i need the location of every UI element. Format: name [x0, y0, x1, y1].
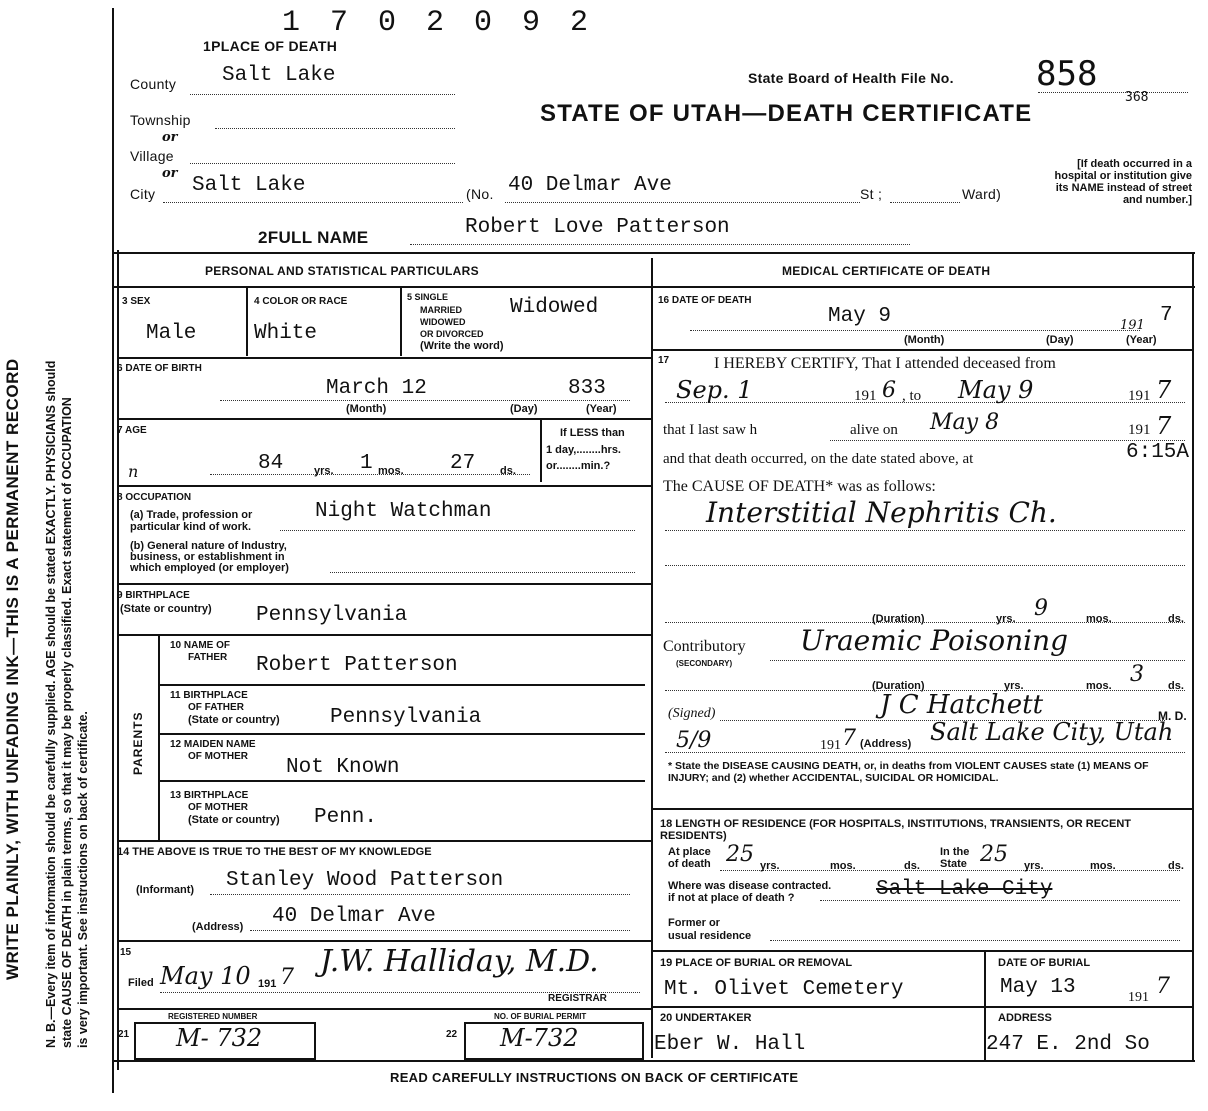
secondary-label: (SECONDARY)	[676, 659, 733, 668]
residence-place-yrs: 25	[726, 842, 754, 867]
certify-text: I HEREBY CERTIFY, That I attended deceased from	[714, 355, 1056, 372]
attended-to: May 9	[958, 376, 1034, 404]
instructions-line-1: N. B.—Every item of information should be carefully supplied. AGE should be stated EXACTLY. PHYSICIANS should	[44, 360, 58, 1048]
item-21: 21	[118, 1029, 130, 1040]
undertaker-address-label: ADDRESS	[998, 1012, 1052, 1024]
from-year-pre: 191	[854, 388, 877, 404]
dod-year-cap: (Year)	[1126, 334, 1157, 346]
contributory-value: Uraemic Poisoning	[800, 624, 1069, 657]
dod-value: May 9	[828, 305, 892, 328]
father-label-2: FATHER	[188, 652, 228, 663]
father-bp-value: Pennsylvania	[330, 706, 482, 729]
dob-month-cap: (Month)	[346, 403, 387, 415]
contracted-label-1: Where was disease contracted.	[668, 880, 832, 892]
medical-header: MEDICAL CERTIFICATE OF DEATH	[782, 264, 991, 278]
father-bp-label-3: (State or country)	[188, 714, 280, 726]
residence-label: 18 LENGTH OF RESIDENCE (FOR HOSPITALS, INSTITUTIONS, TRANSIENTS, OR RECENT RESIDENTS)	[660, 818, 1131, 842]
city-label: City	[130, 186, 156, 202]
township-label: Township	[130, 112, 191, 128]
occupation-a-2: particular kind of work.	[130, 521, 252, 533]
center-divider	[651, 258, 653, 1058]
age-months: 1	[360, 452, 373, 475]
burial-date-value: May 13	[1000, 976, 1076, 999]
informant-address-value: 40 Delmar Ave	[272, 905, 436, 928]
left-border	[112, 8, 114, 1093]
former-residence-label-1: Former or	[668, 917, 720, 929]
signed-year-pre: 191	[820, 738, 841, 753]
dod-label: 16 DATE OF DEATH	[658, 295, 752, 306]
filed-year-pre: 191	[258, 978, 277, 990]
filed-label: Filed	[128, 977, 154, 989]
residence-state-yrs: 25	[980, 842, 1008, 867]
res-place-mos-label: mos.	[830, 860, 856, 872]
duration-ds-label: ds.	[1168, 613, 1184, 625]
marital-value: Widowed	[510, 296, 599, 319]
dob-monthday: March 12	[326, 377, 427, 400]
alive-on-label: alive on	[850, 422, 898, 438]
dod-month-cap: (Month)	[904, 334, 945, 346]
permit-value: M-732	[500, 1024, 579, 1052]
certificate-number: 1 7 0 2 0 9 2	[282, 6, 595, 40]
filed-date: May 10	[160, 962, 251, 990]
last-year: 7	[1156, 412, 1172, 440]
father-value: Robert Patterson	[256, 654, 458, 677]
marital-label-4: OR DIVORCED	[420, 329, 484, 339]
occupation-value: Night Watchman	[315, 500, 492, 523]
birthplace-value: Pennsylvania	[256, 604, 408, 627]
physician-signature: J C Hatchett	[880, 690, 1044, 720]
city-value: Salt Lake	[192, 174, 306, 197]
file-no-value: 858	[1036, 54, 1098, 94]
dod-year: 7	[1160, 304, 1173, 327]
age-mos-label: mos.	[378, 465, 404, 477]
occupation-b-2: business, or establishment in	[130, 551, 285, 563]
at-place-label-2: of death	[668, 858, 711, 870]
age-years: 84	[258, 452, 284, 475]
ward-label: Ward)	[962, 186, 1002, 202]
st-label: St ;	[860, 186, 883, 202]
age-ds-label: ds.	[500, 465, 516, 477]
cause-footnote: * State the DISEASE CAUSING DEATH, or, in deaths from VIOLENT CAUSES state (1) MEANS OF INJURY; and (2) whether ACCIDENTAL, SUICIDAL OR HOMICIDAL.	[668, 760, 1149, 784]
color-value: White	[254, 322, 318, 345]
mother-bp-value: Penn.	[314, 806, 378, 829]
in-state-label-1: In the	[940, 846, 970, 858]
occupation-b-3: which employed (or employer)	[130, 562, 289, 574]
less-than-1: If LESS than	[560, 427, 625, 439]
dob-year-cap: (Year)	[586, 403, 617, 415]
res-state-mos-label: mos.	[1090, 860, 1116, 872]
signed-label: (Signed)	[668, 706, 716, 721]
registrar-label: REGISTRAR	[548, 993, 607, 1004]
reg-no-label: REGISTERED NUMBER	[168, 1012, 258, 1021]
duration-yrs: 9	[1034, 596, 1048, 621]
street-no-label: (No.	[466, 186, 494, 202]
county-value: Salt Lake	[222, 64, 336, 87]
physician-address-label: (Address)	[860, 738, 912, 750]
undertaker-address-value: 247 E. 2nd So	[986, 1033, 1150, 1056]
burial-year: 7	[1156, 974, 1170, 999]
duration2-mos: 3	[1130, 662, 1144, 687]
certificate-title: STATE OF UTAH—DEATH CERTIFICATE	[540, 100, 1033, 127]
res-state-yrs-label: yrs.	[1024, 860, 1044, 872]
informant-address-label: (Address)	[192, 921, 244, 933]
reg-no-value: M- 732	[176, 1024, 263, 1052]
permit-label: NO. OF BURIAL PERMIT	[494, 1012, 587, 1021]
mother-value: Not Known	[286, 756, 400, 779]
marital-label-1: 5 SINGLE	[407, 292, 449, 302]
registrar-signature: J.W. Halliday, M.D.	[320, 944, 599, 979]
dob-year: 833	[568, 377, 606, 400]
duration2-yrs-label: yrs.	[1004, 680, 1024, 692]
or-1: or	[162, 130, 178, 145]
last-saw-date: May 8	[930, 410, 1000, 435]
dod-year-pre: 191	[1120, 318, 1145, 333]
birthplace-sub: (State or country)	[120, 603, 212, 615]
duration-label: (Duration)	[872, 613, 925, 625]
marital-label-5: (Write the word)	[420, 340, 504, 352]
duration2-mos-label: mos.	[1086, 680, 1112, 692]
hospital-note: [If death occurred in a hospital or institution give its NAME instead of street and number.]	[1054, 158, 1192, 206]
footer-instructions: READ CAREFULLY INSTRUCTIONS ON BACK OF CERTIFICATE	[390, 1070, 799, 1085]
birthplace-label: 9 BIRTHPLACE	[117, 590, 190, 601]
last-year-pre: 191	[1128, 422, 1151, 438]
true-statement-label: 14 THE ABOVE IS TRUE TO THE BEST OF MY KNOWLEDGE	[117, 846, 432, 858]
full-name-value: Robert Love Patterson	[465, 216, 730, 239]
county-label: County	[130, 76, 177, 92]
duration2-label: (Duration)	[872, 680, 925, 692]
md-label: M. D.	[1158, 709, 1187, 723]
informant-label: (Informant)	[136, 884, 195, 896]
in-state-label-2: State	[940, 858, 967, 870]
personal-header: PERSONAL AND STATISTICAL PARTICULARS	[205, 264, 479, 278]
undertaker-value: Eber W. Hall	[654, 1033, 806, 1056]
parents-label: PARENTS	[131, 711, 145, 775]
age-yrs-label: yrs.	[314, 465, 334, 477]
permanent-record-notice: WRITE PLAINLY, WITH UNFADING INK—THIS IS A PERMANENT RECORD	[3, 358, 22, 980]
marital-label-2: MARRIED	[420, 305, 462, 315]
village-label: Village	[130, 148, 174, 164]
instructions-line-3: is very important. See instructions on back of certificate.	[76, 711, 90, 1048]
attended-from: Sep. 1	[676, 376, 753, 404]
duration2-ds-label: ds.	[1168, 680, 1184, 692]
burial-place-value: Mt. Olivet Cemetery	[664, 978, 904, 1001]
mother-label-2: OF MOTHER	[188, 751, 248, 762]
father-label-1: 10 NAME OF	[170, 640, 231, 651]
sex-value: Male	[146, 322, 197, 345]
from-year: 6	[882, 378, 896, 403]
res-place-yrs-label: yrs.	[760, 860, 780, 872]
occupation-a-1: (a) Trade, profession or	[130, 509, 253, 521]
dob-label: 6 DATE OF BIRTH	[117, 363, 202, 374]
contracted-label-2: if not at place of death ?	[668, 892, 795, 904]
item-17: 17	[658, 355, 670, 366]
less-than-3: or........min.?	[546, 460, 611, 472]
mother-label-1: 12 MAIDEN NAME	[170, 739, 256, 750]
burial-year-pre: 191	[1128, 990, 1149, 1005]
to-year: 7	[1156, 376, 1172, 404]
burial-date-label: DATE OF BURIAL	[998, 957, 1091, 969]
duration-mos-label: mos.	[1086, 613, 1112, 625]
marital-label-3: WIDOWED	[420, 317, 466, 327]
age-days: 27	[450, 452, 476, 475]
full-name-label: 2FULL NAME	[258, 228, 369, 247]
signed-year: 7	[842, 726, 856, 751]
occurred-label: and that death occurred, on the date stated above, at	[663, 451, 974, 467]
father-bp-label-1: 11 BIRTHPLACE	[170, 690, 248, 701]
father-bp-label-2: OF FATHER	[188, 702, 244, 713]
dod-day-cap: (Day)	[1046, 334, 1074, 346]
burial-place-label: 19 PLACE OF BURIAL OR REMOVAL	[660, 957, 853, 969]
cause-value: Interstitial Nephritis Ch.	[706, 496, 1057, 529]
age-mark: n	[128, 462, 139, 481]
place-of-death-label: 1PLACE OF DEATH	[203, 38, 338, 54]
age-label: 7 AGE	[117, 425, 147, 436]
to-year-pre: 191	[1128, 388, 1151, 404]
undertaker-label: 20 UNDERTAKER	[660, 1012, 752, 1024]
item-22: 22	[446, 1029, 458, 1040]
time-of-death: 6:15A	[1126, 441, 1190, 464]
sex-label: 3 SEX	[122, 296, 151, 307]
cause-label: The CAUSE OF DEATH* was as follows:	[663, 478, 936, 495]
at-place-label-1: At place	[668, 846, 711, 858]
signed-date: 5/9	[676, 728, 712, 753]
mother-bp-label-2: OF MOTHER	[188, 802, 248, 813]
contributory-label: Contributory	[663, 638, 746, 655]
street-value: 40 Delmar Ave	[508, 174, 672, 197]
or-2: or	[162, 166, 178, 181]
mother-bp-label-3: (State or country)	[188, 814, 280, 826]
mother-bp-label-1: 13 BIRTHPLACE	[170, 790, 249, 801]
physician-address: Salt Lake City, Utah	[930, 718, 1174, 746]
res-place-ds-label: ds.	[904, 860, 920, 872]
less-than-2: 1 day,........hrs.	[546, 444, 621, 456]
occupation-label: 8 OCCUPATION	[117, 492, 192, 503]
last-saw-label: that I last saw h	[663, 422, 758, 438]
filed-year: 7	[280, 965, 294, 990]
informant-value: Stanley Wood Patterson	[226, 869, 504, 892]
duration-yrs-label: yrs.	[996, 613, 1016, 625]
former-residence-label-2: usual residence	[668, 930, 752, 942]
contracted-value: Salt Lake City	[876, 878, 1053, 901]
res-state-ds-label: ds.	[1168, 860, 1184, 872]
dob-day-cap: (Day)	[510, 403, 538, 415]
color-label: 4 COLOR OR RACE	[254, 296, 348, 307]
occupation-b-1: (b) General nature of Industry,	[130, 540, 287, 552]
file-no-sub: 368	[1125, 90, 1149, 105]
file-no-label: State Board of Health File No.	[748, 70, 954, 86]
instructions-line-2: state CAUSE OF DEATH in plain terms, so that it may be properly classified. Exact statement of OCCUPATION	[60, 397, 74, 1048]
to-label: , to	[902, 388, 922, 404]
item-15: 15	[120, 947, 132, 958]
